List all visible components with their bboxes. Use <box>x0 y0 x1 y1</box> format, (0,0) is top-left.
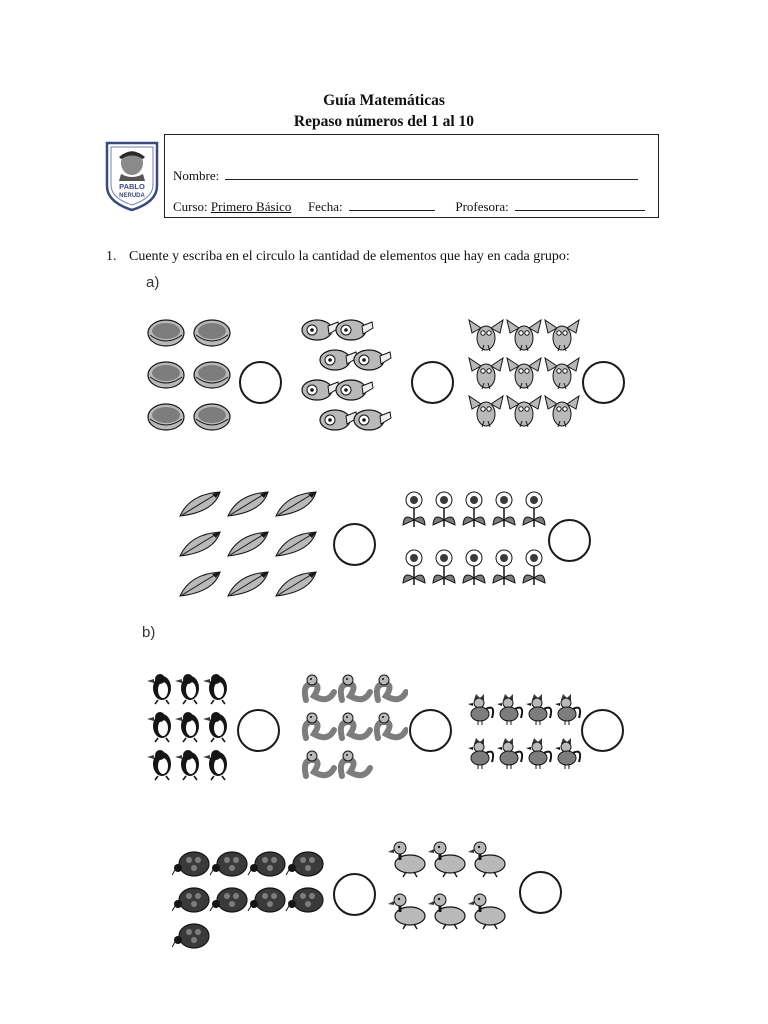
worm-icon <box>377 713 406 738</box>
beetle-group <box>172 848 328 952</box>
duck-icon <box>388 842 425 877</box>
feather-picture-group <box>178 490 326 608</box>
flower-icon <box>433 492 455 527</box>
flower-icon <box>463 492 485 527</box>
clam-icon <box>148 320 184 346</box>
beetle-icon <box>248 852 285 876</box>
answer-circle[interactable] <box>237 709 280 752</box>
owl-group <box>466 318 584 432</box>
school-crest-portrait-icon <box>104 140 160 212</box>
ham-icon <box>354 410 391 430</box>
ham-icon <box>320 410 357 430</box>
ham-group <box>300 316 418 448</box>
flower-icon <box>523 550 545 585</box>
feather-icon <box>276 572 316 596</box>
penguin-icon <box>175 712 199 742</box>
beetle-icon <box>248 888 285 912</box>
exercise-instruction <box>106 249 570 265</box>
worm-icon <box>305 713 334 738</box>
penguin-icon <box>203 674 227 704</box>
rooster-icon <box>468 694 493 725</box>
ham-icon <box>354 350 391 370</box>
answer-circle[interactable] <box>582 361 625 404</box>
penguin-group <box>146 670 238 782</box>
flower-icon <box>523 492 545 527</box>
worm-picture-group <box>300 670 408 786</box>
owl-icon <box>507 358 541 389</box>
worm-group <box>300 670 408 786</box>
rooster-picture-group <box>462 692 582 782</box>
ham-icon <box>336 320 373 340</box>
rooster-icon <box>526 694 551 725</box>
ham-picture-group <box>300 316 418 448</box>
rooster-icon <box>526 738 551 769</box>
rooster-icon <box>497 738 522 769</box>
date-label: Fecha: <box>307 199 343 214</box>
name-field[interactable] <box>225 167 638 180</box>
exercise-number: 1. <box>106 249 117 264</box>
penguin-icon <box>175 674 199 704</box>
owl-icon <box>469 358 503 389</box>
feather-icon <box>228 492 268 516</box>
feather-icon <box>180 532 220 556</box>
owl-icon <box>469 396 503 427</box>
owl-picture-group <box>466 318 584 432</box>
duck-icon <box>428 842 465 877</box>
page-title: Guía Matemáticas <box>323 92 445 109</box>
duck-group <box>388 838 522 944</box>
feather-icon <box>180 492 220 516</box>
clam-icon <box>148 404 184 430</box>
answer-circle[interactable] <box>519 871 562 914</box>
flower-icon <box>433 550 455 585</box>
feather-icon <box>276 532 316 556</box>
beetle-icon <box>210 852 247 876</box>
flower-icon <box>463 550 485 585</box>
penguin-icon <box>175 750 199 780</box>
ham-icon <box>302 320 339 340</box>
feather-icon <box>180 572 220 596</box>
beetle-icon <box>210 888 247 912</box>
answer-circle[interactable] <box>581 709 624 752</box>
duck-picture-group <box>388 838 522 944</box>
worm-icon <box>305 751 334 776</box>
flower-picture-group <box>400 490 550 602</box>
answer-circle[interactable] <box>333 523 376 566</box>
course-label: Curso: <box>173 199 208 214</box>
beetle-icon <box>172 888 209 912</box>
answer-circle[interactable] <box>548 519 591 562</box>
duck-icon <box>388 894 425 929</box>
flower-icon <box>493 492 515 527</box>
penguin-icon <box>147 674 171 704</box>
page-subtitle: Repaso números del 1 al 10 <box>293 113 475 130</box>
clam-icon <box>194 320 230 346</box>
rooster-icon <box>497 694 522 725</box>
date-field[interactable] <box>349 198 435 211</box>
exercise-text: Cuente y escriba en el circulo la cantidad de elementos que hay en cada grupo: <box>129 249 570 264</box>
clam-icon <box>148 362 184 388</box>
clam-icon <box>194 404 230 430</box>
clam-group <box>146 318 242 436</box>
beetle-icon <box>286 852 323 876</box>
name-label: Nombre: <box>173 168 220 183</box>
ham-icon <box>320 350 357 370</box>
duck-icon <box>468 894 505 929</box>
rooster-icon <box>555 738 580 769</box>
student-info-box <box>164 134 659 218</box>
beetle-icon <box>172 852 209 876</box>
course-value: Primero Básico <box>210 199 292 214</box>
worm-icon <box>377 675 406 700</box>
rooster-icon <box>555 694 580 725</box>
feather-icon <box>228 532 268 556</box>
owl-icon <box>545 320 579 351</box>
penguin-icon <box>147 750 171 780</box>
worm-icon <box>305 675 334 700</box>
rooster-group <box>462 692 582 782</box>
beetle-picture-group <box>172 848 328 952</box>
rooster-icon <box>468 738 493 769</box>
flower-icon <box>403 550 425 585</box>
owl-icon <box>469 320 503 351</box>
flower-icon <box>403 492 425 527</box>
teacher-field[interactable] <box>515 198 645 211</box>
answer-circle[interactable] <box>239 361 282 404</box>
section-a-label: a) <box>146 274 160 291</box>
feather-icon <box>276 492 316 516</box>
clam-picture-group <box>146 318 242 436</box>
teacher-label: Profesora: <box>455 199 509 214</box>
flower-group <box>400 490 550 602</box>
ham-icon <box>336 380 373 400</box>
beetle-icon <box>172 924 209 948</box>
owl-icon <box>545 396 579 427</box>
owl-icon <box>507 396 541 427</box>
duck-icon <box>468 842 505 877</box>
worm-icon <box>341 713 370 738</box>
answer-circle[interactable] <box>409 709 452 752</box>
penguin-icon <box>203 712 227 742</box>
penguin-icon <box>203 750 227 780</box>
beetle-icon <box>286 888 323 912</box>
duck-icon <box>428 894 465 929</box>
crest-lettering-line-1: PABLO <box>119 182 145 191</box>
flower-icon <box>493 550 515 585</box>
section-b-label: b) <box>142 624 156 641</box>
penguin-picture-group <box>146 670 238 782</box>
penguin-icon <box>147 712 171 742</box>
feather-group <box>178 490 326 608</box>
owl-icon <box>545 358 579 389</box>
feather-icon <box>228 572 268 596</box>
answer-circle[interactable] <box>333 873 376 916</box>
crest-lettering-line-2: NERUDA <box>119 193 145 199</box>
worm-icon <box>341 751 370 776</box>
clam-icon <box>194 362 230 388</box>
ham-icon <box>302 380 339 400</box>
answer-circle[interactable] <box>411 361 454 404</box>
worm-icon <box>341 675 370 700</box>
owl-icon <box>507 320 541 351</box>
